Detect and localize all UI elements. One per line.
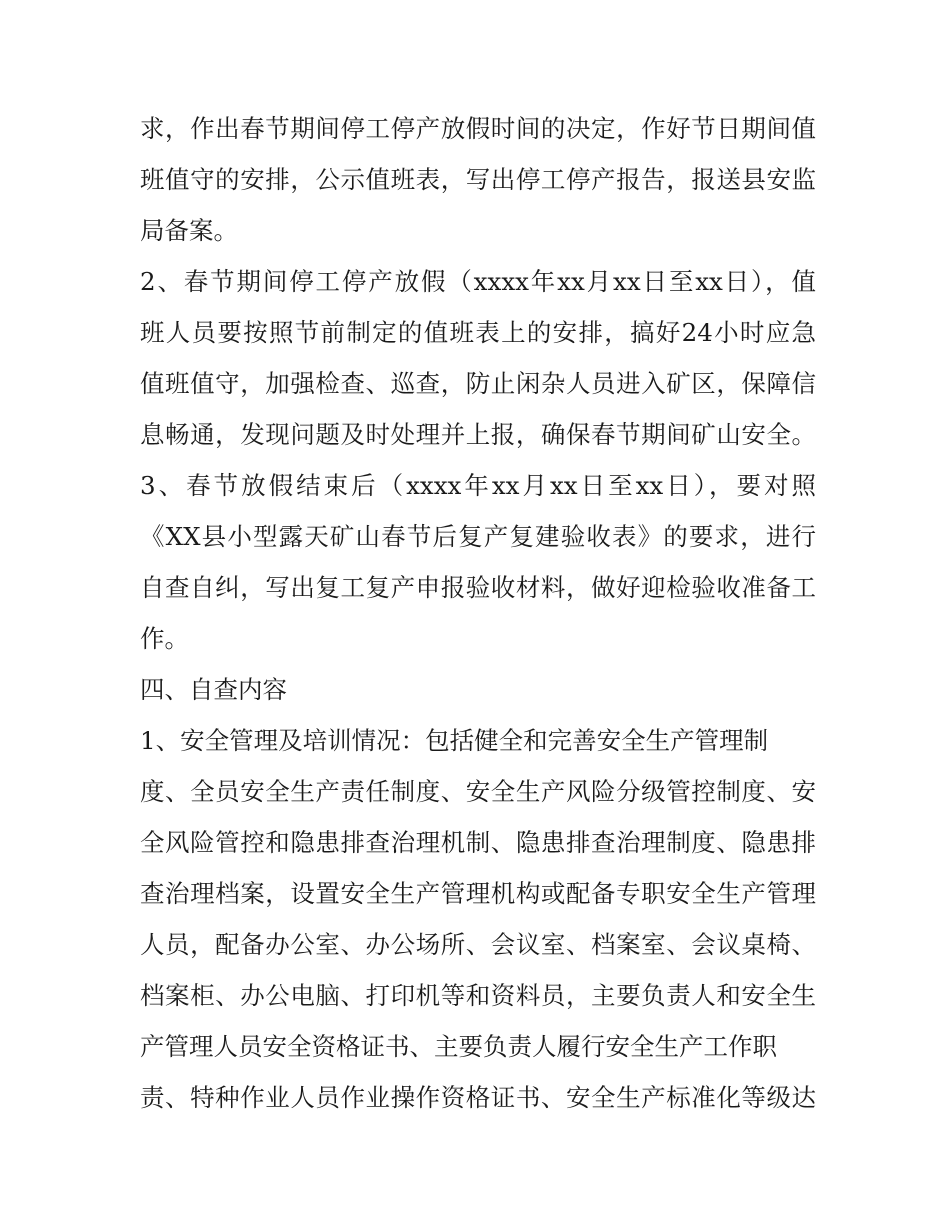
text-line: 息畅通，发现问题及时处理并上报，确保春节期间矿山安全。 (140, 420, 816, 449)
text-line: 自查自纠，写出复工复产申报验收材料，做好迎检验收准备工 (140, 573, 816, 602)
text-line: 产管理人员安全资格证书、主要负责人履行安全生产工作职 (140, 1032, 777, 1061)
text-line: 班值守的安排，公示值班表，写出停工停产报告，报送县安监 (140, 165, 816, 194)
text-line: 档案柜、办公电脑、打印机等和资料员，主要负责人和安全生 (140, 981, 816, 1010)
text-line: 责、特种作业人员作业操作资格证书、安全生产标准化等级达 (140, 1083, 816, 1112)
text-line: 班人员要按照节前制定的值班表上的安排，搞好24小时应急 (140, 318, 816, 347)
text-line: 度、全员安全生产责任制度、安全生产风险分级管控制度、安 (140, 777, 816, 806)
text-line: 1、安全管理及培训情况：包括健全和完善安全生产管理制 (140, 726, 769, 755)
text-line: 查治理档案，设置安全生产管理机构或配备专职安全生产管理 (140, 879, 816, 908)
text-line: 3、春节放假结束后（xxxx年xx月xx日至xx日），要对照 (140, 471, 816, 500)
text-line: 值班值守，加强检查、巡查，防止闲杂人员进入矿区，保障信 (140, 369, 816, 398)
text-line: 《XX县小型露天矿山春节后复产复建验收表》的要求，进行 (140, 522, 816, 551)
text-line: 作。 (140, 624, 189, 653)
text-line: 全风险管控和隐患排查治理机制、隐患排查治理制度、隐患排 (140, 828, 816, 857)
text-line: 2、春节期间停工停产放假（xxxx年xx月xx日至xx日），值 (140, 267, 816, 296)
text-line: 局备案。 (140, 216, 238, 245)
text-line: 求，作出春节期间停工停产放假时间的决定，作好节日期间值 (140, 114, 816, 143)
document-body (140, 103, 816, 1123)
section-heading: 四、自查内容 (140, 675, 287, 704)
text-line: 人员，配备办公室、办公场所、会议室、档案室、会议桌椅、 (140, 930, 816, 959)
